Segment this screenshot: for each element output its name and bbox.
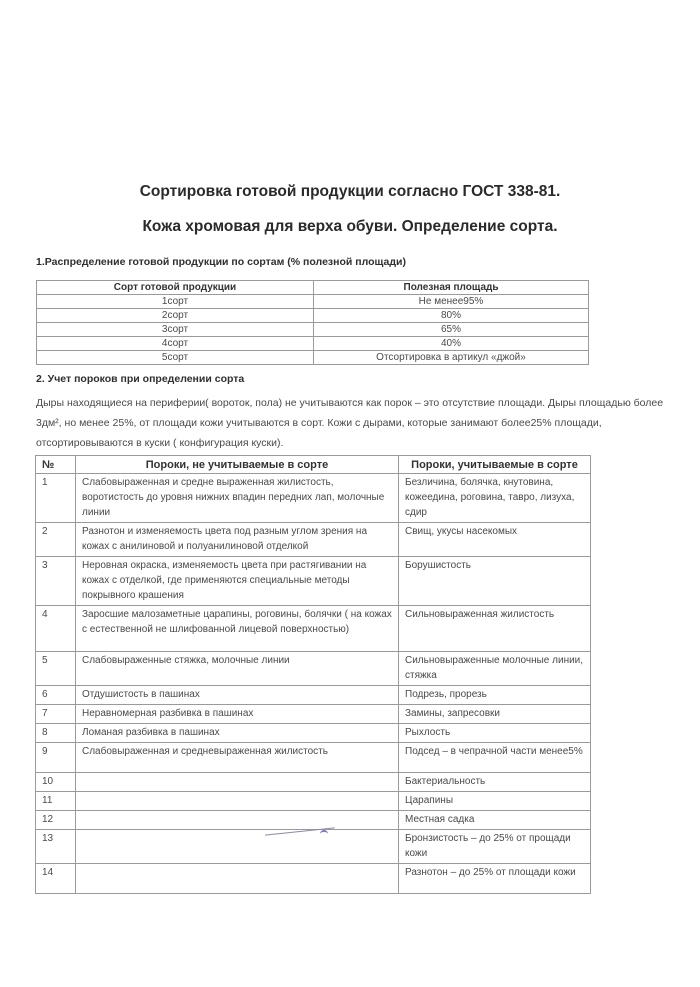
table-row: [36, 686, 591, 705]
not-counted-cell: Отдушистость в пашинах: [76, 686, 399, 705]
number-cell: 12: [36, 811, 76, 830]
not-counted-cell: Неровная окраска, изменяемость цвета при растягивании на кожах с отделкой, где применяются специальные методы покрывного крашения: [76, 557, 399, 606]
table-row: [36, 557, 591, 606]
table-row: [37, 351, 589, 365]
table-row: [36, 811, 591, 830]
counted-cell: Подсед – в чепрачной части менее5%: [399, 743, 591, 773]
table-row: [36, 724, 591, 743]
grade-cell: 1сорт: [37, 295, 314, 309]
number-cell: 8: [36, 724, 76, 743]
column-header-grade: Сорт готовой продукции: [37, 281, 314, 295]
section2-heading: 2. Учет пороков при определении сорта: [36, 373, 245, 385]
area-cell: Отсортировка в артикул «джой»: [314, 351, 589, 365]
not-counted-cell: [76, 830, 399, 864]
defects-table: [35, 455, 591, 894]
counted-cell: Свищ, укусы насекомых: [399, 523, 591, 557]
counted-cell: Царапины: [399, 792, 591, 811]
not-counted-cell: Слабовыраженные стяжка, молочные линии: [76, 652, 399, 686]
counted-cell: Местная садка: [399, 811, 591, 830]
number-cell: 9: [36, 743, 76, 773]
not-counted-cell: [76, 792, 399, 811]
table-row: [37, 323, 589, 337]
not-counted-cell: Слабовыраженная и средне выраженная жилистость, воротистость до уровня нижних впадин передних лап, молочные линии: [76, 474, 399, 523]
counted-cell: Сильновыраженные молочные линии, стяжка: [399, 652, 591, 686]
grade-cell: 5сорт: [37, 351, 314, 365]
counted-cell: Сильновыраженная жилистость: [399, 606, 591, 652]
number-cell: 5: [36, 652, 76, 686]
not-counted-cell: Слабовыраженная и средневыраженная жилистость: [76, 743, 399, 773]
not-counted-cell: Заросшие малозаметные царапины, роговины, болячки ( на кожах с естественной не шлифованной лицевой поверхностью): [76, 606, 399, 652]
counted-cell: Бактериальность: [399, 773, 591, 792]
number-cell: 13: [36, 830, 76, 864]
table-row: [37, 295, 589, 309]
number-cell: 1: [36, 474, 76, 523]
table-row: [36, 743, 591, 773]
table-row: [36, 523, 591, 557]
counted-cell: Замины, запресовки: [399, 705, 591, 724]
number-cell: 6: [36, 686, 76, 705]
not-counted-cell: [76, 773, 399, 792]
grade-cell: 4сорт: [37, 337, 314, 351]
signature-mark: [320, 830, 328, 837]
column-header-not-counted: Пороки, не учитываемые в сорте: [76, 456, 399, 474]
column-header-number: №: [36, 456, 76, 474]
grades-table: [36, 280, 589, 365]
table-row: [36, 773, 591, 792]
counted-cell: Борушистость: [399, 557, 591, 606]
table-header-row: [37, 281, 589, 295]
not-counted-cell: [76, 864, 399, 894]
section1-heading: 1.Распределение готовой продукции по сортам (% полезной площади): [36, 256, 406, 268]
table-header-row: [36, 456, 591, 474]
counted-cell: Подрезь, прорезь: [399, 686, 591, 705]
not-counted-cell: Разнотон и изменяемость цвета под разным углом зрения на кожах с анилиновой и полуанилиновой отделкой: [76, 523, 399, 557]
number-cell: 4: [36, 606, 76, 652]
number-cell: 3: [36, 557, 76, 606]
document-title: Сортировка готовой продукции согласно ГОСТ 338-81.: [139, 183, 561, 200]
table-row: [36, 792, 591, 811]
area-cell: 80%: [314, 309, 589, 323]
document-subtitle: Кожа хромовая для верха обуви. Определение сорта.: [142, 218, 558, 235]
counted-cell: Безличина, болячка, кнутовина, кожеедина, роговина, тавро, лизуха, сдир: [399, 474, 591, 523]
not-counted-cell: Ломаная разбивка в пашинах: [76, 724, 399, 743]
grade-cell: 2сорт: [37, 309, 314, 323]
grade-cell: 3сорт: [37, 323, 314, 337]
table-row: [36, 864, 591, 894]
number-cell: 2: [36, 523, 76, 557]
table-row: [37, 309, 589, 323]
area-cell: Не менее95%: [314, 295, 589, 309]
table-row: [36, 705, 591, 724]
table-row: [36, 652, 591, 686]
table-row: [36, 474, 591, 523]
area-cell: 65%: [314, 323, 589, 337]
column-header-counted: Пороки, учитываемые в сорте: [399, 456, 591, 474]
table-row: [36, 606, 591, 652]
not-counted-cell: Неравномерная разбивка в пашинах: [76, 705, 399, 724]
number-cell: 14: [36, 864, 76, 894]
area-cell: 40%: [314, 337, 589, 351]
section2-paragraph: Дыры находящиеся на периферии( вороток, пола) не учитываются как порок – это отсутствие площади. Дыры площадью более 3дм², но менее 25%, от площади кожи учитываются в сорт. Кожи с дырами, которые занимают более25% площади, отсортировываются в куски ( конфигурация куски).: [36, 397, 664, 449]
not-counted-cell: [76, 811, 399, 830]
number-cell: 7: [36, 705, 76, 724]
number-cell: 10: [36, 773, 76, 792]
counted-cell: Рыхлость: [399, 724, 591, 743]
table-row: [37, 337, 589, 351]
number-cell: 11: [36, 792, 76, 811]
column-header-area: Полезная площадь: [314, 281, 589, 295]
counted-cell: Бронзистость – до 25% от прощади кожи: [399, 830, 591, 864]
counted-cell: Разнотон – до 25% от площади кожи: [399, 864, 591, 894]
